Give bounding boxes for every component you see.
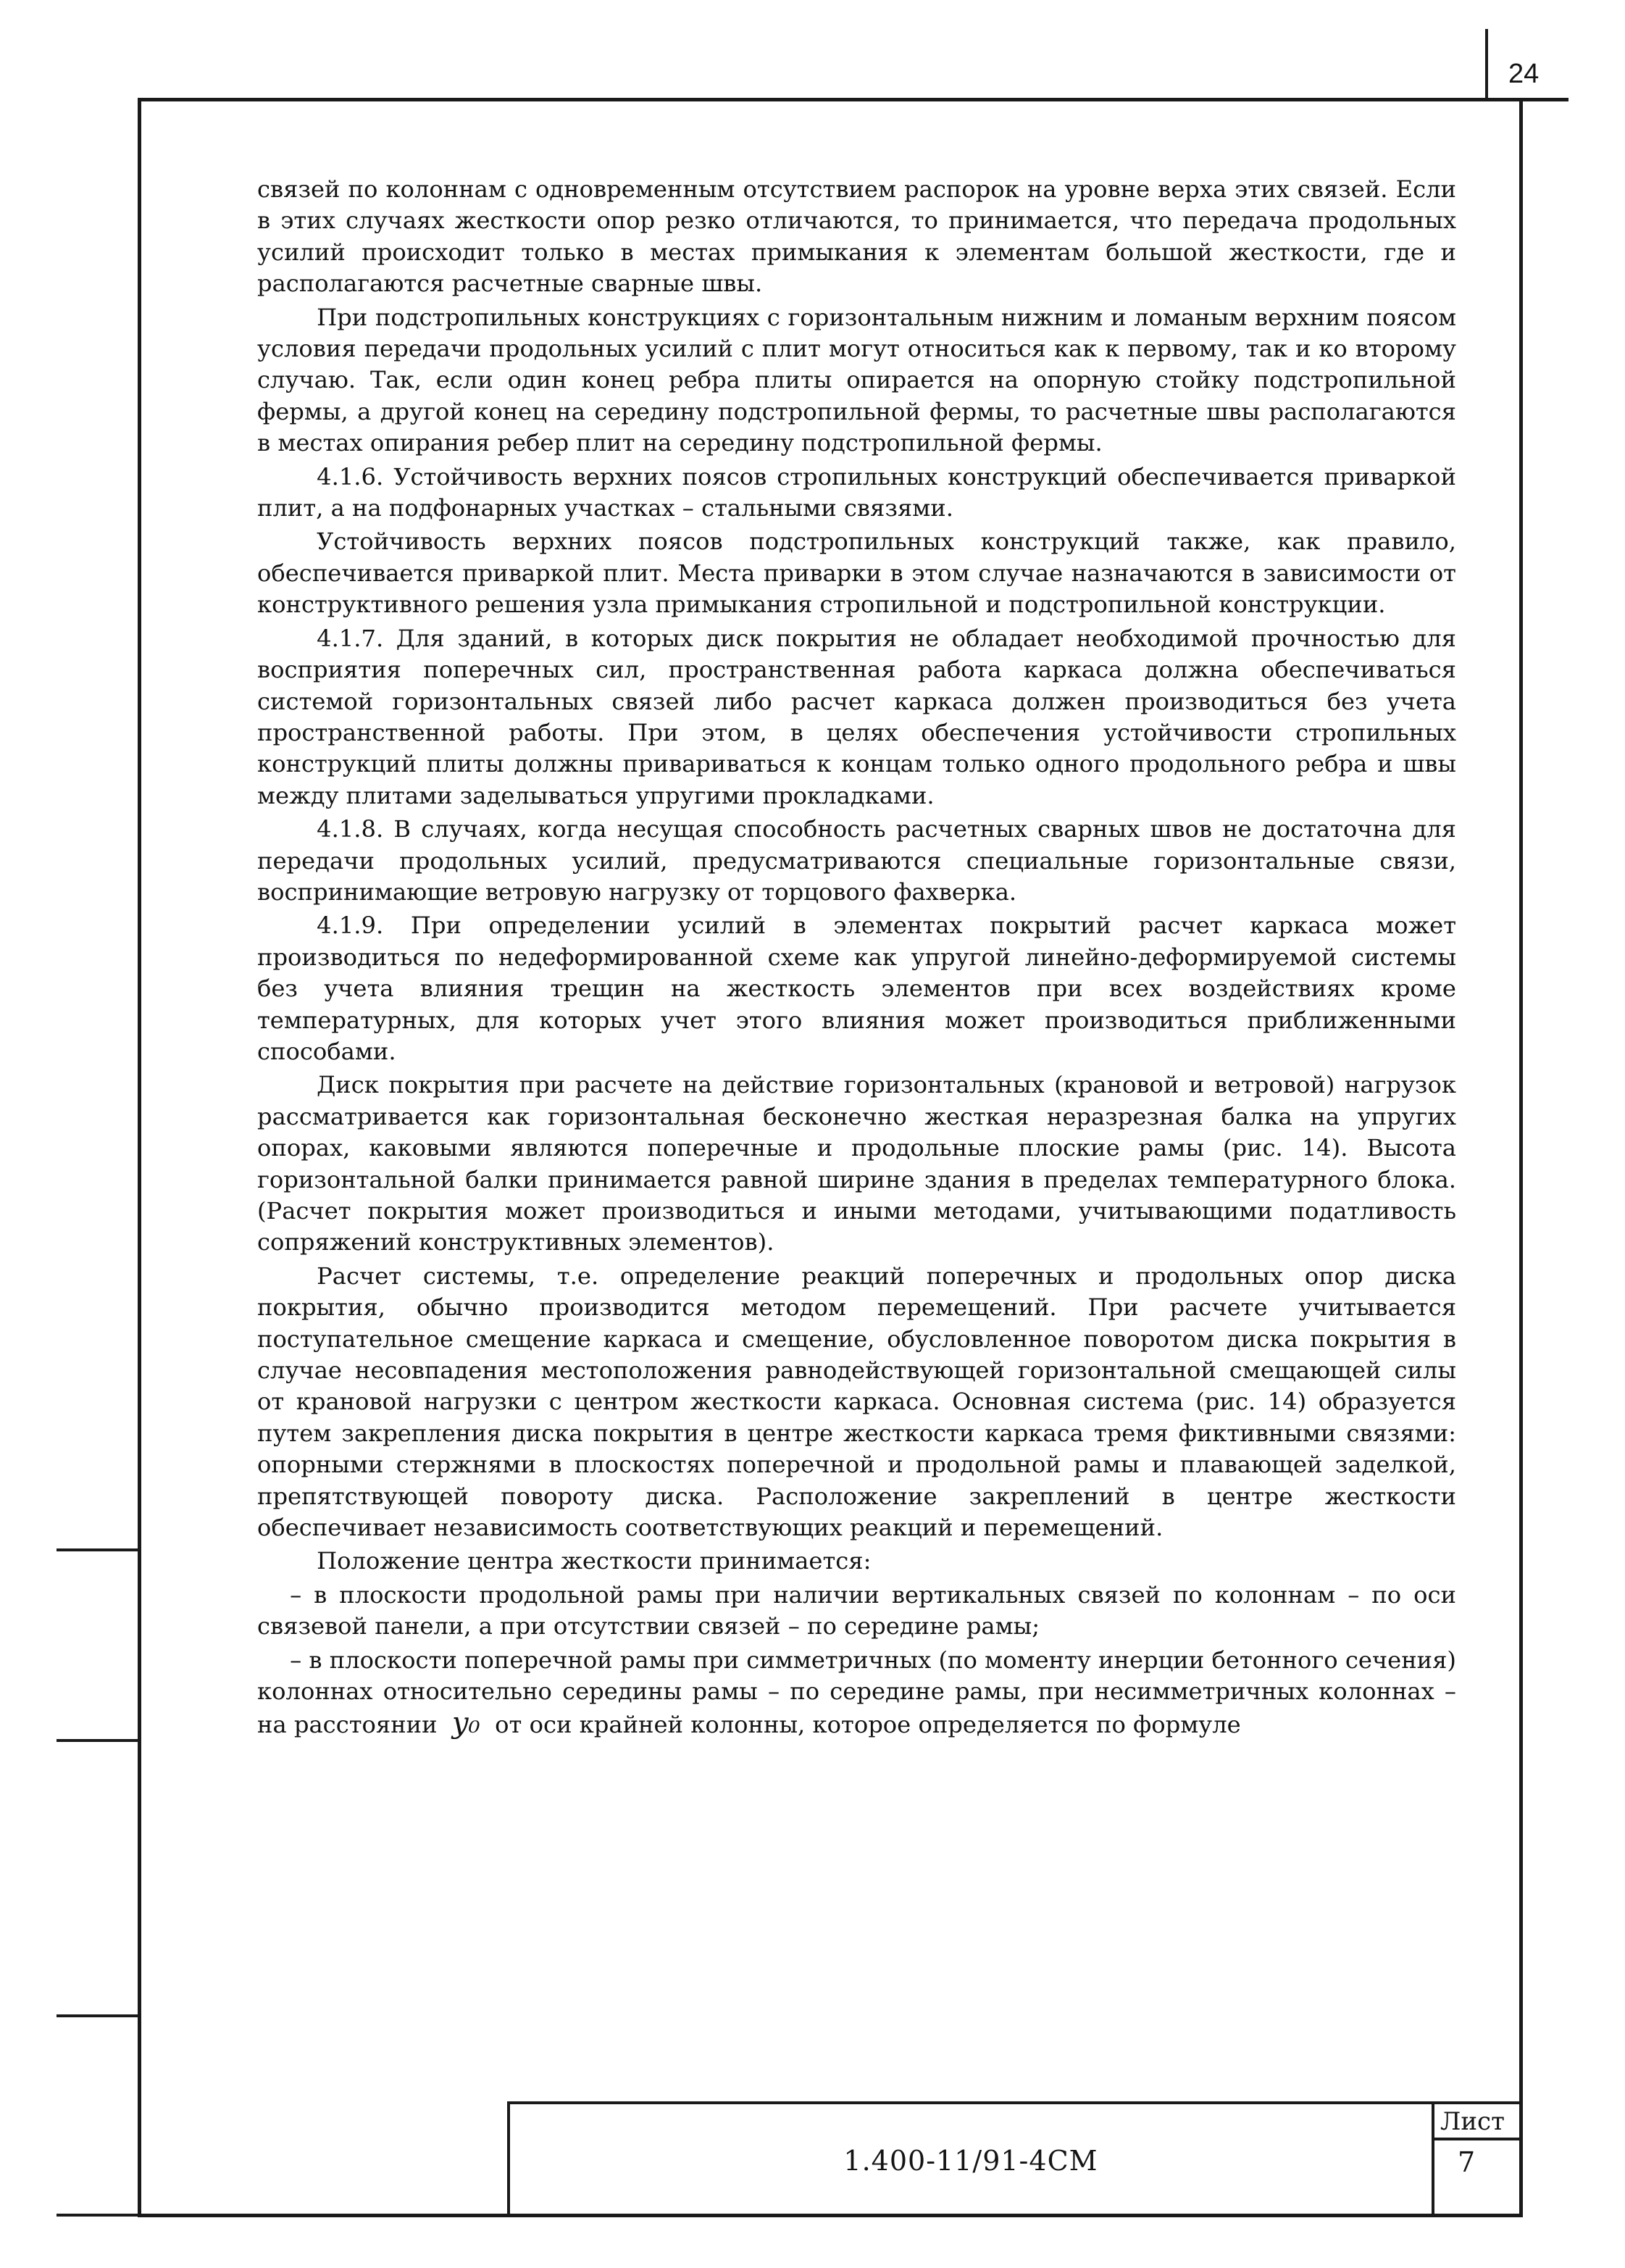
clause-4-1-9: 4.1.9. При определении усилий в элементах покрытий расчет каркаса может производиться по недеформированной схеме как упругой линейно-деформируемой системы без учета влияния трещин на жесткость элементов при всех воздействиях кроме температурных, для которых учет этого влияния может производиться приближенными способами. (257, 912, 1456, 1065)
document-body (257, 174, 1456, 1743)
sheet-label: Лист (1434, 2104, 1523, 2140)
clause-4-1-6: 4.1.6. Устойчивость верхних поясов стропильных конструкций обеспечивается приваркой плит, а на подфонарных участках – стальными связями. (257, 462, 1456, 522)
formula-variable: y₀ (452, 1706, 480, 1740)
paragraph: При подстропильных конструкциях с горизонтальным нижним и ломаным верхним поясом условия передачи продольных усилий с плит могут относиться как к первому, так и ко второму случаю. Так, если один конец ребра плиты опирается на опорную стойку подстропильной фермы, а другой конец на середину подстропильной фермы, то расчетные швы располагаются в местах опирания ребер плит на середину подстропильной фермы. (257, 303, 1456, 457)
paragraph: связей по колоннам с одновременным отсутствием распорок на уровне верха этих связей. Если в этих случаях жесткости опор резко отличаются, то принимается, что передача продольных усилий происходит только в местах примыкания к элементам большой жесткости, где и располагаются расчетные сварные швы. (257, 175, 1456, 298)
binding-mark (57, 2014, 141, 2017)
paragraph: Устойчивость верхних поясов подстропильных конструкций также, как правило, обеспечивается приваркой плит. Места приварки в этом случае назначаются в зависимости от конструктивного решения узла примыкания стропильной и подстропильной конструкции. (257, 528, 1456, 619)
list-item-text: от оси крайней колонны, которое определяется по формуле (495, 1710, 1241, 1738)
paragraph: Расчет системы, т.е. определение реакций поперечных и продольных опор диска покрытия, обычно производится методом перемещений. При расчете учитывается поступательное смещение каркаса и смещение, обусловленное поворотом диска покрытия в случае несовпадения местоположения равнодействующей горизонтальной смещающей силы от крановой нагрузки с центром жесткости каркаса. Основная система (рис. 14) образуется путем закрепления диска покрытия в центре жесткости каркаса тремя фиктивными связями: опорными стержнями в плоскостях поперечной и продольной рамы и плавающей заделкой, препятствующей повороту диска. Расположение закреплений в центре жесткости обеспечивает независимость соответствующих реакций и перемещений. (257, 1262, 1456, 1542)
clause-4-1-7: 4.1.7. Для зданий, в которых диск покрытия не обладает необходимой прочностью для восприятия поперечных сил, пространственная работа каркаса должна обеспечиваться системой горизонтальных связей либо расчет каркаса должен производиться без учета пространственной работы. При этом, в целях обеспечения устойчивости стропильных конструкций плиты должны привариваться к концам только одного продольного ребра и швы между плитами заделываться упругими прокладками. (257, 624, 1456, 809)
paragraph: Диск покрытия при расчете на действие горизонтальных (крановой и ветровой) нагрузок рассматривается как горизонтальная бесконечно жесткая неразрезная балка на упругих опорах, каковыми являются поперечные и продольные плоские рамы (рис. 14). Высота горизонтальной балки принимается равной ширине здания в пределах температурного блока. (Расчет покрытия может производиться и иными методами, учитывающими податливость сопряжений конструктивных элементов). (257, 1071, 1456, 1256)
list-item (257, 1645, 1456, 1740)
clause-4-1-8: 4.1.8. В случаях, когда несущая способность расчетных сварных швов не достаточна для передачи продольных усилий, предусматриваются специальные горизонтальные связи, воспринимающие ветровую нагрузку от торцового фахверка. (257, 815, 1456, 906)
binding-mark (57, 1548, 141, 1551)
top-divider (1485, 29, 1488, 101)
list-item: – в плоскости продольной рамы при наличии вертикальных связей по колоннам – по оси связевой панели, а при отсутствии связей – по середине рамы; (257, 1580, 1456, 1640)
binding-mark (57, 1739, 141, 1742)
page-number: 24 (1508, 59, 1540, 89)
title-block (507, 2101, 1523, 2217)
sheet-box (1432, 2104, 1523, 2217)
sheet-number: 7 (1458, 2146, 1476, 2178)
document-code: 1.400-11/91-4СМ (843, 2145, 1098, 2177)
list-item-text: – в плоскости поперечной рамы при симметричных (по моменту инерции бетонного сечения) колоннах относительно середины рамы – по середине рамы, при несимметричных колоннах – на расстоянии (257, 1646, 1456, 1738)
paragraph: Положение центра жесткости принимается: (317, 1547, 872, 1575)
